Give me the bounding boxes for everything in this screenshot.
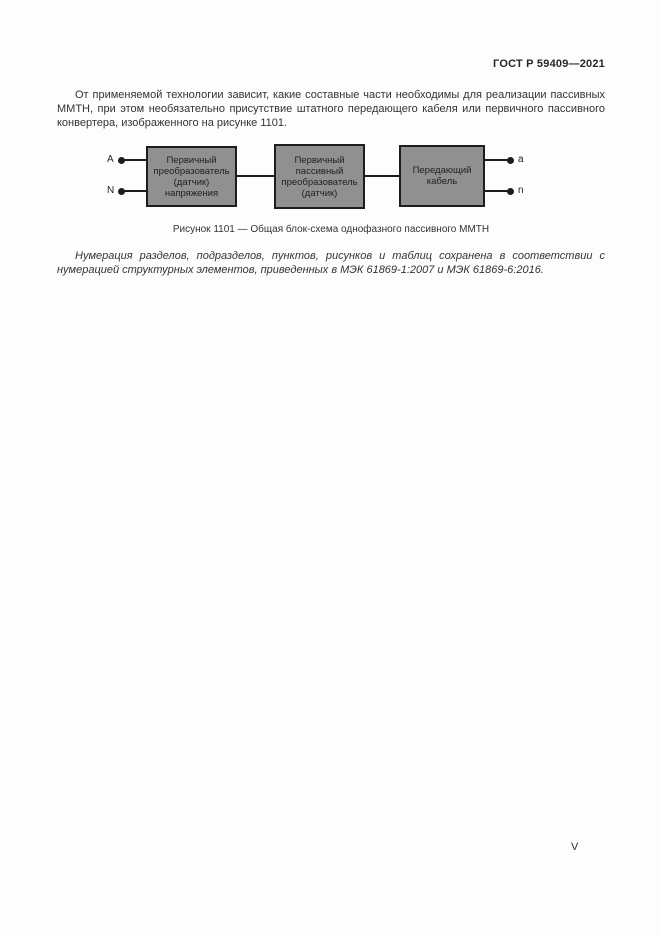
block-primary-voltage-transducer xyxy=(146,146,237,207)
wire-block1-block2 xyxy=(237,175,274,177)
terminal-label-n: n xyxy=(518,185,524,196)
block-primary-passive-transducer xyxy=(274,144,365,209)
block-label: Передающий кабель xyxy=(412,165,472,187)
terminal-dot-a xyxy=(507,157,514,164)
block-label: Первичный преобразователь (датчик) напряжения xyxy=(153,154,230,199)
terminal-dot-n xyxy=(507,188,514,195)
figure-caption: Рисунок 1101 — Общая блок-схема однофазного пассивного ММТН xyxy=(172,224,490,235)
terminal-label-N: N xyxy=(107,185,115,196)
intro-paragraph: От применяемой технологии зависит, какие составные части необходимы для реализации пассивных ММТН, при этом необязательно присутствие штатного передающего кабеля или первичного пассивного конвертера, изображенного на рисунке 1101. xyxy=(57,89,605,129)
note-paragraph: Нумерация разделов, подразделов, пунктов, рисунков и таблиц сохранена в соответствии с нумерацией структурных элементов, приведенных в МЭК 61869-1:2007 и МЭК 61869-6:2016. xyxy=(57,250,605,276)
block-transmitting-cable xyxy=(399,145,485,207)
document-number-header: ГОСТ Р 59409—2021 xyxy=(493,58,605,70)
wire-block2-block3 xyxy=(365,175,399,177)
wire-input-N xyxy=(121,190,146,192)
wire-input-A xyxy=(121,159,146,161)
terminal-label-a: a xyxy=(518,154,524,165)
block-diagram xyxy=(57,143,605,213)
page-number: V xyxy=(571,841,579,853)
block-label: Первичный пассивный преобразователь (датчик) xyxy=(281,154,358,199)
terminal-label-A: A xyxy=(107,154,114,165)
